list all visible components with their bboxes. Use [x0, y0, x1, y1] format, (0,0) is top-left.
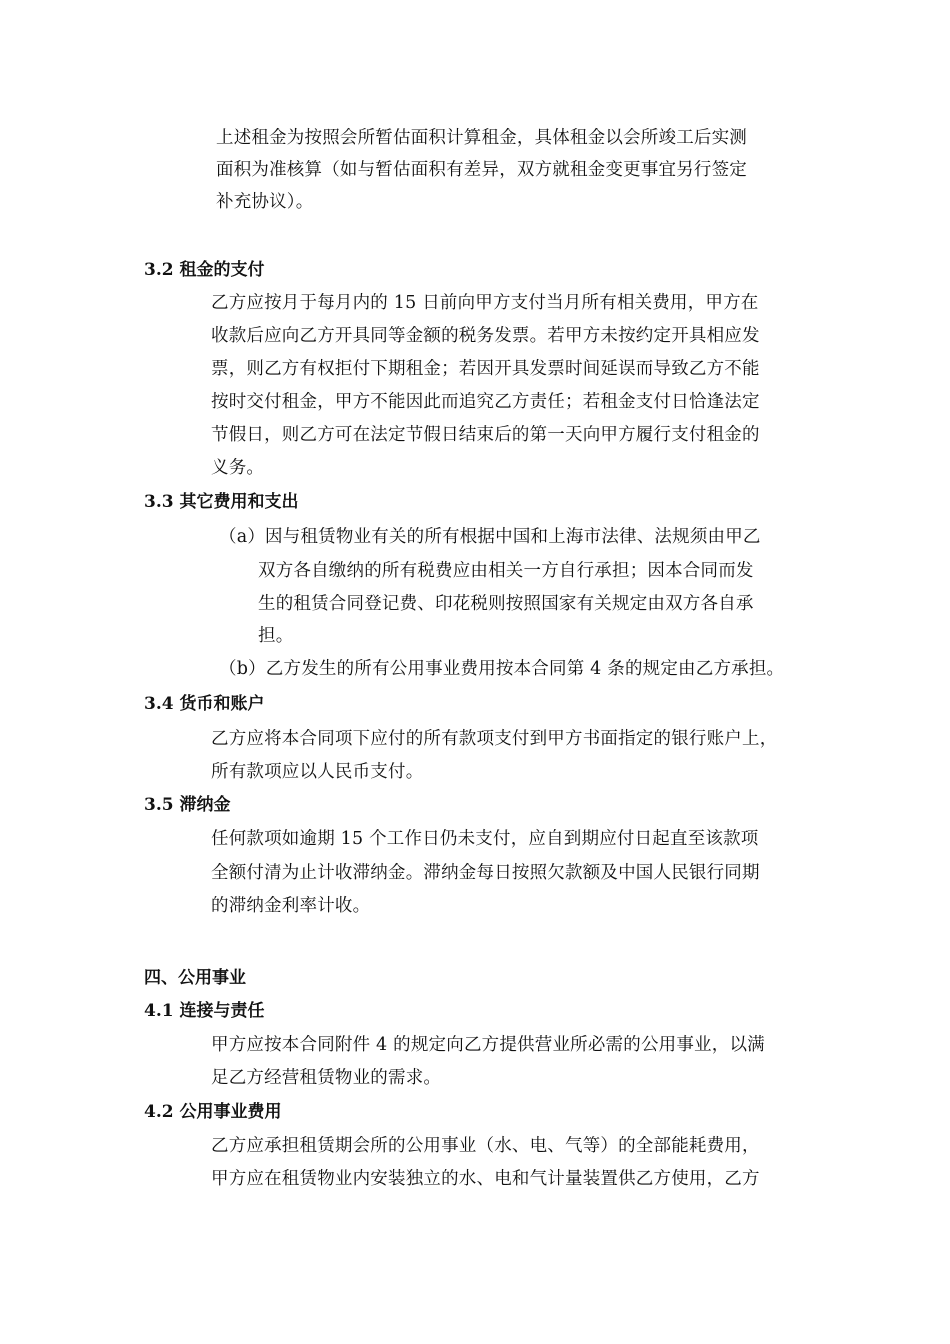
- intro-line-3: 补充协议）。: [216, 192, 314, 212]
- s4-1-line-1: 甲方应按本合同附件 4 的规定向乙方提供营业所必需的公用事业，以满: [211, 1035, 765, 1055]
- s3-3-item-b: （b）乙方发生的所有公用事业费用按本合同第 4 条的规定由乙方承担。: [219, 659, 785, 679]
- section-3-2-heading: 3.2 租金的支付: [144, 260, 265, 280]
- section-4-1-heading: 4.1 连接与责任: [144, 1001, 265, 1021]
- s4-2-line-1: 乙方应承担租赁期会所的公用事业（水、电、气等）的全部能耗费用，: [211, 1136, 760, 1156]
- s3-4-line-1: 乙方应将本合同项下应付的所有款项支付到甲方书面指定的银行账户上，: [211, 729, 778, 749]
- s4-1-line-2: 足乙方经营租赁物业的需求。: [211, 1068, 442, 1088]
- s3-2-line-4: 按时交付租金，甲方不能因此而追究乙方责任；若租金支付日恰逢法定: [211, 392, 760, 412]
- s3-4-line-2: 所有款项应以人民币支付。: [211, 762, 424, 782]
- s4-2-line-2: 甲方应在租赁物业内安装独立的水、电和气计量装置供乙方使用，乙方: [211, 1169, 760, 1189]
- s3-5-line-3: 的滞纳金利率计收。: [211, 896, 371, 916]
- s3-2-line-5: 节假日，则乙方可在法定节假日结束后的第一天向甲方履行支付租金的: [211, 425, 760, 445]
- s3-3-item-a-line-1: （a）因与租赁物业有关的所有根据中国和上海市法律、法规须由甲乙: [219, 527, 761, 547]
- s3-5-line-1: 任何款项如逾期 15 个工作日仍未支付，应自到期应付日起直至该款项: [211, 829, 759, 849]
- section-4-2-heading: 4.2 公用事业费用: [144, 1102, 282, 1122]
- s3-2-line-6: 义务。: [211, 458, 265, 478]
- s3-5-line-2: 全额付清为止计收滞纳金。滞纳金每日按照欠款额及中国人民银行同期: [211, 863, 760, 883]
- section-3-5-heading: 3.5 滞纳金: [144, 795, 231, 815]
- section-3-4-heading: 3.4 货币和账户: [144, 694, 265, 714]
- intro-line-2: 面积为准核算（如与暂估面积有差异，双方就租金变更事宜另行签定: [216, 160, 747, 180]
- intro-line-1: 上述租金为按照会所暂估面积计算租金，具体租金以会所竣工后实测: [216, 128, 747, 148]
- s3-3-item-a-line-3: 生的租赁合同登记费、印花税则按照国家有关规定由双方各自承: [258, 594, 754, 614]
- s3-3-item-a-line-2: 双方各自缴纳的所有税费应由相关一方自行承担；因本合同而发: [258, 561, 754, 581]
- section-3-3-heading: 3.3 其它费用和支出: [144, 492, 299, 512]
- s3-2-line-3: 票，则乙方有权拒付下期租金；若因开具发票时间延误而导致乙方不能: [211, 359, 760, 379]
- section-4-heading: 四、公用事业: [144, 968, 246, 988]
- s3-2-line-2: 收款后应向乙方开具同等金额的税务发票。若甲方未按约定开具相应发: [211, 326, 760, 346]
- s3-2-line-1: 乙方应按月于每月内的 15 日前向甲方支付当月所有相关费用，甲方在: [211, 293, 759, 313]
- s3-3-item-a-line-4: 担。: [258, 626, 294, 646]
